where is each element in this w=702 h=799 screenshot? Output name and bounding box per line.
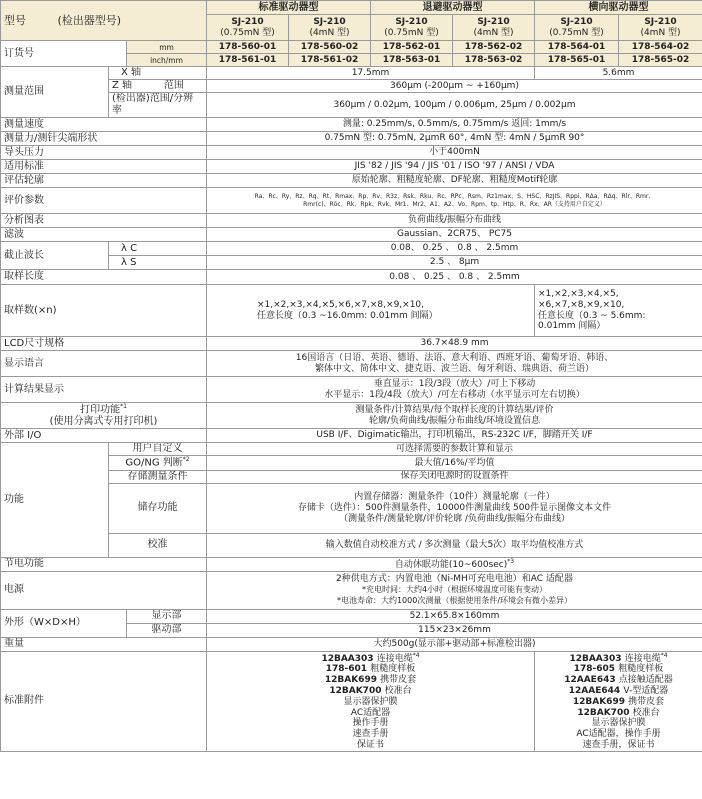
order-code: 178-561-02 <box>289 54 371 67</box>
accessory-item <box>210 708 531 719</box>
accessories-main <box>207 651 535 751</box>
lambda-s-label: λ S <box>109 256 207 270</box>
lcd-label: LCD尺寸规格 <box>1 337 207 351</box>
store-cond-value: 保存关闭电源时的设置条件 <box>207 470 702 483</box>
print-value: 测量条件/计算结果/每个取样长度的计算结果/评价 轮廓/负荷曲线/振幅分布曲线/环境设置信息 <box>207 403 702 429</box>
accessory-desc: 校准台 <box>632 707 660 718</box>
standard-value: JIS '82 / JIS '94 / JIS '01 / ISO '97 / ANSI / VDA <box>207 160 702 174</box>
dim-display-label: 显示部 <box>127 609 207 623</box>
profile-value: 原始轮廓、粗糙度轮廓、DF轮廓、粗糙度Motif轮廓 <box>207 174 702 188</box>
accessory-desc: V-型适配器 <box>623 686 669 697</box>
accessory-desc: 点接触适配器 <box>618 675 673 686</box>
detector-header: SJ-210 (0.75mN 型) <box>371 15 453 41</box>
accessory-item <box>210 740 531 751</box>
accessory-item <box>538 675 699 686</box>
accessory-item <box>538 652 699 665</box>
accessories-lateral <box>535 651 702 751</box>
language-value: 16国语言（日语、英语、德语、法语、意大利语、西班牙语、葡萄牙语、韩语、 繁体中文、简体中文、捷克语、波兰语、匈牙利语、瑞典语、荷兰语） <box>207 351 702 377</box>
accessory-desc: 携带皮套 <box>628 696 665 707</box>
accessory-desc: 保证书 <box>356 740 384 751</box>
accessory-code: 12BAK700 <box>329 686 385 697</box>
accessory-item <box>210 664 531 675</box>
sample-length-label: 取样长度 <box>1 270 207 285</box>
order-code: 178-565-01 <box>535 54 619 67</box>
accessory-item <box>210 729 531 740</box>
calibration-label: 校准 <box>109 533 207 557</box>
z-range-value: 360μm (-200μm ~ +160μm) <box>207 80 702 93</box>
storage-label: 储存功能 <box>109 483 207 533</box>
params-value: Ra、Rc、Ry、Rz、Rq、Rt、Rmax、Rp、Rv、R3z、Rsk、Rku、Rc、RPc、Rsm、Rz1max、S、HSC、RzJIS、Rppi、RΔa、RΔq、Rlr、Rmr、 Rmr(c)、Rδc、Rk、Rpk、Rvk、Mr1、Mr2、A1、A2、Vo、Rpm、tp、Htp、R、Rx、AR（支持用户自定义） <box>207 188 702 214</box>
speed-label: 测量速度 <box>1 118 207 132</box>
detector-header: SJ-210 (4mN 型) <box>453 15 535 41</box>
print-label: 打印功能$^{*1}$ (使用分离式专用打印机) <box>1 403 207 429</box>
weight-label: 重量 <box>1 637 207 651</box>
weight-value: 大约500g(显示部+驱动部+标准检出器) <box>207 637 702 651</box>
accessory-code: 178-601 <box>325 664 371 675</box>
lcd-value: 36.7×48.9 mm <box>207 337 702 351</box>
order-label: 订货号 <box>1 41 127 67</box>
accessory-code: 12BAA303 <box>569 653 625 664</box>
force-label: 测量力/测针尖端形状 <box>1 132 207 146</box>
accessory-desc: 携带皮套 <box>380 675 417 686</box>
gonog-value: 最大值/16%/平均值 <box>207 456 702 470</box>
detector-header: SJ-210 (4mN 型) <box>619 15 702 41</box>
calc-label: 计算结果显示 <box>1 377 207 403</box>
accessory-item <box>210 697 531 708</box>
sample-count-value-lateral: ×1,×2,×3,×4,×5, ×6,×7,×8,×9,×10, 任意长度（0.3 ~ 5.6mm: 0.01mm 间隔） <box>535 285 702 337</box>
z-resolution-value: 360μm / 0.02μm, 100μm / 0.006μm, 25μm / 0.002μm <box>207 93 702 118</box>
accessory-code: 12AAE643 <box>564 675 619 686</box>
accessory-code: 12AAE644 <box>568 686 624 697</box>
order-unit-mm: mm <box>127 41 207 54</box>
function-label: 功能 <box>1 443 109 557</box>
accessory-desc: 显示器保护膜 <box>343 696 398 707</box>
order-code: 178-563-02 <box>453 54 535 67</box>
accessory-item <box>538 664 699 675</box>
accessories-label: 标准附件 <box>1 651 207 751</box>
guide-value: 小于400mN <box>207 146 702 160</box>
lambda-s-value: 2.5 、 8μm <box>207 256 702 270</box>
accessory-item <box>538 740 699 751</box>
accessory-item <box>210 718 531 729</box>
accessory-item <box>538 718 699 729</box>
chart-value: 负荷曲线/振幅分布曲线 <box>207 214 702 228</box>
guide-label: 导头压力 <box>1 146 207 160</box>
order-code: 178-563-01 <box>371 54 453 67</box>
accessory-item <box>538 697 699 708</box>
power-value: 2种供电方式：内置电池（Ni-MH可充电电池）和AC 适配器 *充电时间：大约4小时（根据环境温度可能有变动） *电池寿命：大约1000次测量（根据使用条件/环境会有微小差异） <box>207 571 702 609</box>
accessory-item <box>538 708 699 719</box>
x-axis-label: X 轴 <box>109 67 207 80</box>
standard-label: 适用标准 <box>1 160 207 174</box>
sample-length-value: 0.08 、 0.25 、 0.8 、 2.5mm <box>207 270 702 285</box>
accessory-desc: 粗糙度样板 <box>618 664 664 675</box>
z-axis-label: Z 轴 范围 <box>109 80 207 93</box>
power-label: 电源 <box>1 571 207 609</box>
detector-header: SJ-210 (4mN 型) <box>289 15 371 41</box>
accessory-desc: 连接电缆 <box>624 653 661 664</box>
io-label: 外部 I/O <box>1 429 207 443</box>
z-resolution-label: (检出器)范围/分辨率 <box>109 93 207 118</box>
order-code: 178-560-02 <box>289 41 371 54</box>
accessory-item <box>538 729 699 740</box>
accessory-item <box>210 686 531 697</box>
lambda-c-label: λ C <box>109 242 207 256</box>
cutoff-label: 截止波长 <box>1 242 109 270</box>
order-code: 178-565-02 <box>619 54 702 67</box>
dim-drive-value: 115×23×26mm <box>207 623 702 637</box>
group-header-lateral: 横向驱动器型 <box>535 1 702 15</box>
x-axis-value: 17.5mm <box>207 67 535 80</box>
accessory-desc: AC适配器，操作手册 <box>576 729 661 740</box>
accessory-note: *4 <box>660 651 668 659</box>
accessory-desc: 连接电缆 <box>376 653 413 664</box>
accessory-item <box>538 686 699 697</box>
accessory-code: 12BAK699 <box>572 696 629 707</box>
accessory-code: 178-605 <box>573 664 619 675</box>
filter-label: 滤波 <box>1 228 207 242</box>
order-code: 178-564-02 <box>619 41 702 54</box>
range-label: 测量范围 <box>1 67 109 118</box>
language-label: 显示语言 <box>1 351 207 377</box>
lambda-c-value: 0.08、 0.25 、 0.8 、 2.5mm <box>207 242 702 256</box>
accessory-code: 12BAK700 <box>577 707 633 718</box>
order-unit-inch: inch/mm <box>127 54 207 67</box>
accessory-note: *4 <box>412 651 420 659</box>
user-def-value: 可选择需要的参数计算和显示 <box>207 443 702 456</box>
power-save-label: 节电功能 <box>1 557 207 571</box>
group-header-standard: 标准驱动器型 <box>207 1 371 15</box>
group-header-retract: 退避驱动器型 <box>371 1 535 15</box>
model-label: 型号 <box>4 13 26 27</box>
accessory-code: 12BAA303 <box>321 653 377 664</box>
accessory-desc: 显示器保护膜 <box>591 718 646 729</box>
storage-value: 内置存储器：测量条件（10件）测量轮廓（一件） 存储卡（选件）：500件测量条件，10000件测量曲线 500件显示图像文本文件 （测量条件/测量轮廓/评价轮廓 /负荷曲线/振幅分布曲线） <box>207 483 702 533</box>
accessory-item <box>210 675 531 686</box>
accessory-code: 12BAK699 <box>324 675 381 686</box>
force-value: 0.75mN 型: 0.75mN, 2μmR 60°, 4mN 型: 4mN / 5μmR 90° <box>207 132 702 146</box>
order-code: 178-561-01 <box>207 54 289 67</box>
user-def-label: 用户自定义 <box>109 443 207 456</box>
speed-value: 测量: 0.25mm/s, 0.5mm/s, 0.75mm/s 返回: 1mm/s <box>207 118 702 132</box>
order-code: 178-562-02 <box>453 41 535 54</box>
x-axis-value-lateral: 5.6mm <box>535 67 702 80</box>
profile-label: 评估轮廓 <box>1 174 207 188</box>
gonog-label: GO/NG 判断$^{*2}$ <box>109 456 207 470</box>
params-label: 评价参数 <box>1 188 207 214</box>
power-save-value: 自动休眠功能(10~600sec)$^{*3}$ <box>207 557 702 571</box>
accessory-desc: 校准台 <box>384 686 412 697</box>
accessory-desc: 操作手册 <box>352 718 389 729</box>
model-sub-label: (检出器型号) <box>57 13 122 27</box>
accessory-desc: 速查手册，保证书 <box>582 740 655 751</box>
order-code: 178-562-01 <box>371 41 453 54</box>
accessory-item <box>210 652 531 665</box>
io-value: USB I/F、Digimatic输出，打印机输出，RS-232C I/F，脚踏开关 I/F <box>207 429 702 443</box>
calc-value: 垂直显示：1段/3段（放大）/可上下移动 水平显示：1段/4段（放大）/可左右移动（水平显示可左右切换） <box>207 377 702 403</box>
dim-display-value: 52.1×65.8×160mm <box>207 609 702 623</box>
detector-header: SJ-210 (0.75mN 型) <box>535 15 619 41</box>
dim-drive-label: 驱动部 <box>127 623 207 637</box>
detector-header: SJ-210 (0.75mN 型) <box>207 15 289 41</box>
model-header <box>1 1 207 41</box>
dimension-label: 外形（W×D×H） <box>1 609 127 637</box>
chart-label: 分析图表 <box>1 214 207 228</box>
store-cond-label: 存储测量条件 <box>109 470 207 483</box>
order-code: 178-560-01 <box>207 41 289 54</box>
accessory-desc: 速查手册 <box>352 729 389 740</box>
calibration-value: 输入数值自动校准方式 / 多次测量（最大5次）取平均值校准方式 <box>207 533 702 557</box>
sample-count-value: ×1,×2,×3,×4,×5,×6,×7,×8,×9,×10, 任意长度（0.3 ~16.0mm: 0.01mm 间隔） <box>207 285 535 337</box>
sample-count-label: 取样数(×n) <box>1 285 207 337</box>
order-code: 178-564-01 <box>535 41 619 54</box>
accessory-desc: 粗糙度样板 <box>370 664 416 675</box>
accessory-desc: AC适配器 <box>350 707 391 718</box>
filter-value: Gaussian、2CR75、 PC75 <box>207 228 702 242</box>
